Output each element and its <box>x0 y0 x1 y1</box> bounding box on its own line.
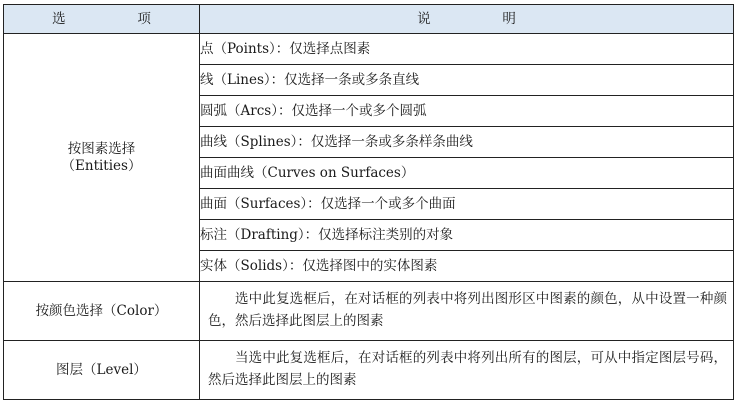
selection-options-table <box>3 4 734 400</box>
entity-solids-desc: 实体（Solids）：仅选择图中的实体图素 <box>200 251 734 282</box>
level-option-desc: 当选中此复选框后，在对话框的列表中将列出所有的图层，可从中指定图层号码，然后选择此图层上的图素 <box>200 341 734 400</box>
entities-option-label-en: （Entities） <box>61 157 142 174</box>
entities-option-label: 按图素选择 <box>67 140 136 157</box>
table-row <box>4 341 734 400</box>
entity-arcs-desc: 圆弧（Arcs）：仅选择一个或多个圆弧 <box>200 96 734 127</box>
header-description <box>200 5 734 34</box>
table-row <box>4 282 734 341</box>
color-option-cell: 按颜色选择（Color） <box>4 282 200 341</box>
header-option <box>4 5 200 34</box>
entity-points-desc: 点（Points）：仅选择点图素 <box>200 34 734 65</box>
entities-option-cell <box>4 34 200 282</box>
entity-drafting-desc: 标注（Drafting）：仅选择标注类别的对象 <box>200 220 734 251</box>
header-description-label: 说 明 <box>417 10 550 27</box>
table-header-row <box>4 5 734 34</box>
color-option-desc: 选中此复选框后，在对话框的列表中将列出图形区中图素的颜色，从中设置一种颜色，然后选择此图层上的图素 <box>200 282 734 341</box>
entity-splines-desc: 曲线（Splines）：仅选择一条或多条样条曲线 <box>200 127 734 158</box>
entity-curves-on-surfaces-desc: 曲面曲线（Curves on Surfaces） <box>200 158 734 189</box>
table-row <box>4 34 734 65</box>
level-option-cell: 图层（Level） <box>4 341 200 400</box>
entity-surfaces-desc: 曲面（Surfaces）：仅选择一个或多个曲面 <box>200 189 734 220</box>
header-option-label: 选 项 <box>52 10 185 27</box>
entity-lines-desc: 线（Lines）：仅选择一条或多条直线 <box>200 65 734 96</box>
